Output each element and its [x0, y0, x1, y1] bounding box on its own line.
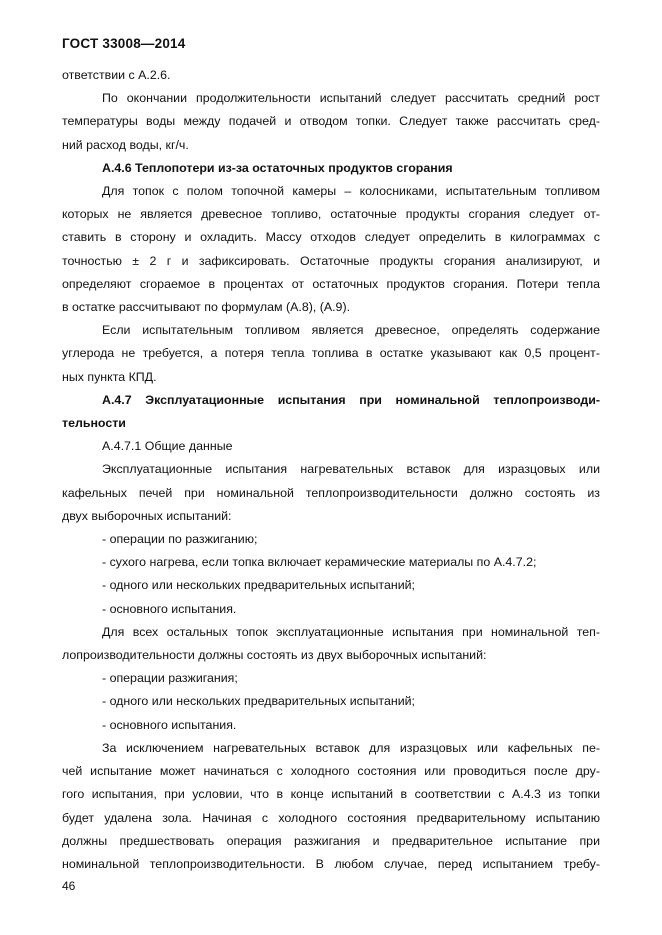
standard-code: ГОСТ 33008—2014 — [62, 36, 186, 51]
section-heading-line: А.4.6 Теплопотери из-за остаточных продуктов сгорания — [102, 160, 453, 175]
text-line: определяют сгораемое в процентах от остаточных продуктов сгорания. Потери тепла — [62, 276, 600, 291]
text-line: А.4.7.1 Общие данные — [102, 439, 233, 454]
text-line: Если испытательным топливом является древесное, определять содержание — [102, 323, 600, 338]
text-line: температуры воды между подачей и отводом топки. Следует также рассчитать сред- — [62, 114, 600, 129]
text-line: - основного испытания. — [102, 717, 237, 732]
section-heading-line: А.4.7 Эксплуатационные испытания при номинальной теплопроизводи- — [102, 392, 600, 407]
text-line: По окончании продолжительности испытаний следует рассчитать средний рост — [102, 91, 600, 106]
text-line: - одного или нескольких предварительных испытаний; — [102, 694, 415, 709]
text-line: углерода не требуется, а потеря тепла топлива в остатке указывают как 0,5 процент- — [62, 346, 600, 361]
text-line: - операции разжигания; — [102, 671, 238, 686]
text-line: номинальной теплопроизводительности. В любом случае, перед испытанием требу- — [62, 856, 600, 871]
text-line: ний расход воды, кг/ч. — [62, 137, 189, 152]
text-line: ставить в сторону и охладить. Массу отходов следует определить в килограммах с — [62, 230, 600, 245]
text-line: - сухого нагрева, если топка включает керамические материалы по А.4.7.2; — [102, 555, 537, 570]
text-line: чей испытание может начинаться с холодного состояния или проводиться после дру- — [62, 764, 600, 779]
text-line: Для всех остальных топок эксплуатационные испытания при номинальной теп- — [102, 624, 600, 639]
text-line: - основного испытания. — [102, 601, 237, 616]
text-line: должны предшествовать операция разжигания и предварительное испытание при — [62, 833, 600, 848]
text-line: двух выборочных испытаний: — [62, 508, 232, 523]
page-number: 46 — [62, 879, 76, 893]
text-line: ответствии с А.2.6. — [62, 68, 171, 82]
text-line: точностью ± 2 г и зафиксировать. Остаточные продукты сгорания анализируют, и — [62, 253, 600, 268]
text-line: которых не является древесное топливо, остаточные продукты сгорания следует от- — [62, 207, 600, 222]
text-line: Эксплуатационные испытания нагревательных вставок для изразцовых или — [102, 462, 600, 477]
text-line: кафельных печей при номинальной теплопроизводительности должно состоять из — [62, 485, 600, 500]
text-line: ных пункта КПД. — [62, 369, 157, 384]
text-line: - операции по разжиганию; — [102, 532, 258, 547]
text-line: Для топок с полом топочной камеры – колосниками, испытательным топливом — [102, 184, 600, 199]
document-body — [62, 64, 600, 876]
text-line: За исключением нагревательных вставок для изразцовых или кафельных пе- — [102, 740, 600, 755]
text-line: в остатке рассчитывают по формулам (А.8), (А.9). — [62, 300, 351, 315]
section-heading-line: тельности — [62, 416, 126, 431]
text-line: - одного или нескольких предварительных испытаний; — [102, 578, 415, 593]
text-line: лопроизводительности должны состоять из двух выборочных испытаний: — [62, 648, 487, 663]
text-line: гого испытания, при условии, что в конце испытаний в соответствии с А.4.3 из топки — [62, 787, 600, 802]
text-line: будет удалена зола. Начиная с холодного состояния предварительному испытанию — [62, 810, 600, 825]
